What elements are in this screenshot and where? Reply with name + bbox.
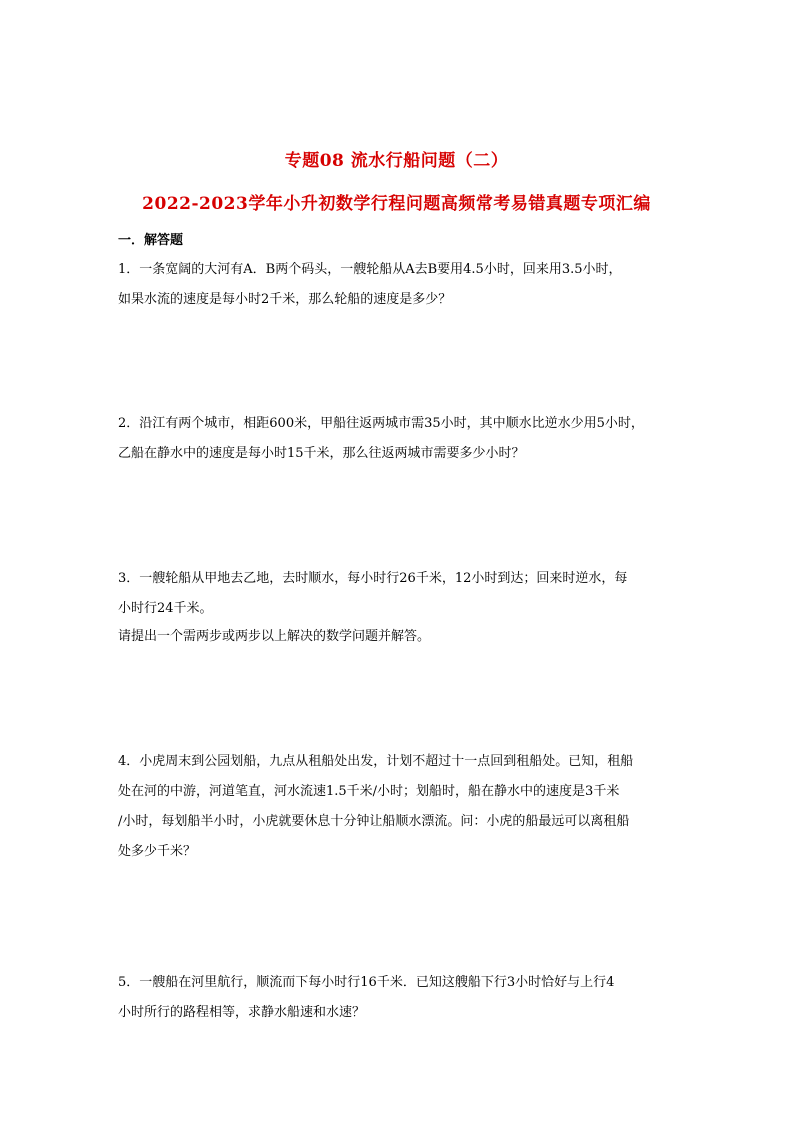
question-1 <box>118 255 678 315</box>
question-line: 处多少千米？ <box>118 844 197 859</box>
question-5 <box>118 968 678 1028</box>
document-title: 专题08 流水行船问题（二） <box>284 151 509 171</box>
question-line: 如果水流的速度是每小时2千米，那么轮船的速度是多少？ <box>118 292 452 307</box>
question-line: 1．一条宽阔的大河有A．B两个码头，一艘轮船从A去B要用4.5小时，回来用3.5小时， <box>118 262 622 277</box>
question-line: /小时，每划船半小时，小虎就要休息十分钟让船顺水漂流。问：小虎的船最远可以离租船 <box>118 814 630 829</box>
question-line: 小时所行的路程相等，求静水船速和水速？ <box>118 1005 366 1020</box>
question-line: 处在河的中游，河道笔直，河水流速1.5千米/小时；划船时，船在静水中的速度是3千米 <box>118 784 620 799</box>
question-line: 请提出一个需两步或两步以上解决的数学问题并解答。 <box>118 629 431 644</box>
question-line: 5．一艘船在河里航行，顺流而下每小时行16千米．已知这艘船下行3小时恰好与上行4 <box>118 975 615 990</box>
question-line: 4．小虎周末到公园划船，九点从租船处出发，计划不超过十一点回到租船处。已知，租船 <box>118 754 634 769</box>
question-line: 乙船在静水中的速度是每小时15千米，那么往返两城市需要多少小时？ <box>118 446 525 461</box>
question-4 <box>118 747 678 867</box>
question-line: 3．一艘轮船从甲地去乙地，去时顺水，每小时行26千米，12小时到达；回来时逆水，每 <box>118 571 628 586</box>
question-line: 2．沿江有两个城市，相距600米，甲船往返两城市需35小时，其中顺水比逆水少用5小时， <box>118 416 644 431</box>
question-line: 小时行24千米。 <box>118 601 213 616</box>
question-2 <box>118 409 678 469</box>
question-3 <box>118 564 678 650</box>
section-heading: 一．解答题 <box>118 233 184 248</box>
document-subtitle: 2022-2023学年小升初数学行程问题高频常考易错真题专项汇编 <box>142 194 651 214</box>
